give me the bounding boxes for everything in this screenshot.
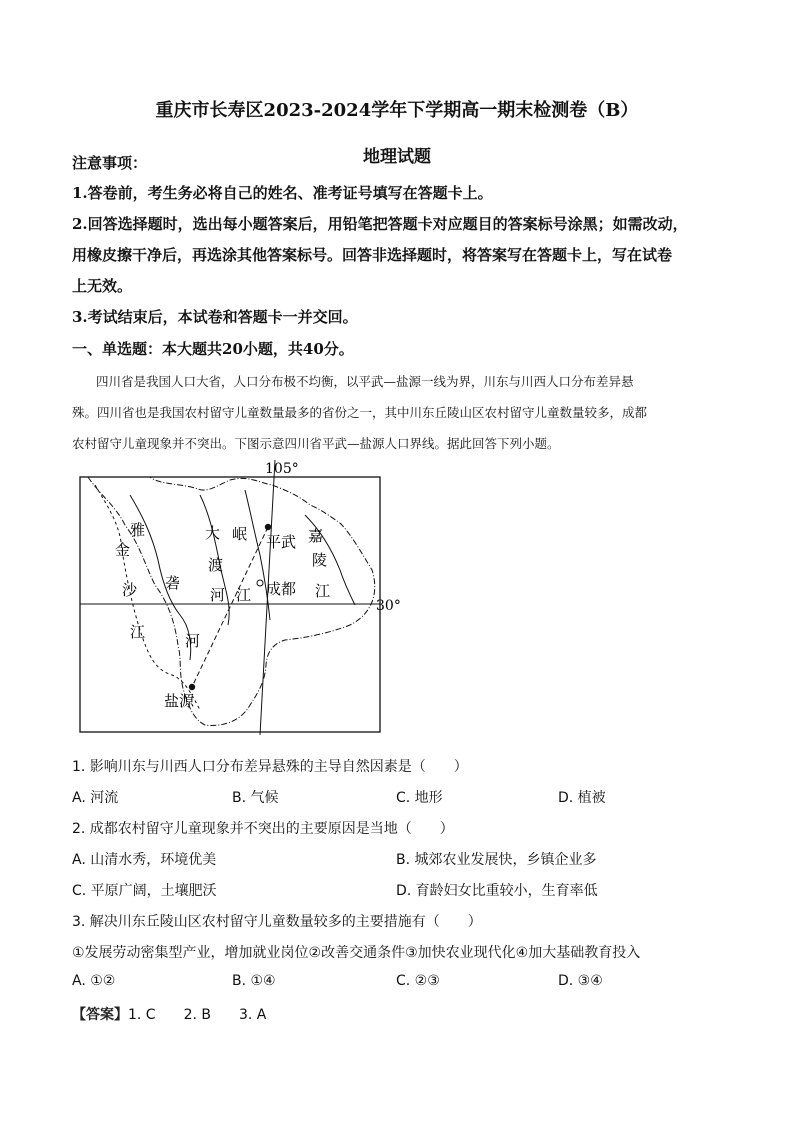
question-2-stem: 2. 成都农村留守儿童现象并不突出的主要原因是当地（ ） bbox=[72, 821, 454, 837]
label-du: 渡 bbox=[208, 556, 224, 574]
jinsha-river bbox=[95, 485, 200, 710]
label-pingwu: 平武 bbox=[266, 533, 297, 551]
label-chengdu: 成都 bbox=[266, 580, 297, 598]
page-subtitle: 地理试题 bbox=[363, 147, 431, 167]
label-da: 大 bbox=[205, 524, 221, 542]
label-ya: 雅 bbox=[130, 521, 146, 539]
latitude-label: 30° bbox=[376, 598, 401, 614]
label-jiang-2: 江 bbox=[236, 586, 252, 604]
label-jia: 嘉 bbox=[308, 527, 324, 545]
notice-item-2-line-2: 用橡皮擦干净后，再选涂其他答案标号。回答非选择题时，将答案写在答题卡上，写在试卷 bbox=[72, 246, 673, 264]
answer-tag: 【答案】 bbox=[72, 1007, 128, 1023]
pingwu-point bbox=[265, 524, 271, 530]
question-3-option-a: A. ①② bbox=[72, 973, 116, 989]
chengdu-point bbox=[257, 580, 263, 586]
longitude-label: 105° bbox=[265, 461, 299, 477]
notice-heading: 注意事项： bbox=[72, 154, 148, 172]
yanyuan-point bbox=[189, 684, 195, 690]
label-he-2: 河 bbox=[210, 586, 226, 604]
question-2-option-a: A. 山清水秀，环境优美 bbox=[72, 852, 217, 868]
answer-line bbox=[72, 1004, 266, 1024]
question-1-option-d: D. 植被 bbox=[558, 790, 606, 806]
label-yanyuan: 盐源 bbox=[164, 692, 195, 710]
question-3-stem: 3. 解决川东丘陵山区农村留守儿童数量较多的主要措施有（ ） bbox=[72, 914, 482, 930]
pingwu-yanyuan-line bbox=[192, 527, 268, 687]
question-3-statements: ①发展劳动密集型产业，增加就业岗位②改善交通条件③加快农业现代化④加大基础教育投入 bbox=[72, 945, 641, 961]
question-3-option-b: B. ①④ bbox=[232, 973, 276, 989]
sichuan-population-map bbox=[60, 455, 420, 740]
passage-line-3: 农村留守儿童现象并不突出。下图示意四川省平武—盐源人口界线。据此回答下列小题。 bbox=[72, 436, 560, 451]
label-ling: 陵 bbox=[312, 551, 328, 569]
question-1-option-a: A. 河流 bbox=[72, 790, 119, 806]
label-jiang-3: 江 bbox=[315, 582, 331, 600]
notice-item-3: 3.考试结束后，本试卷和答题卡一并交回。 bbox=[72, 308, 358, 326]
question-3-option-d: D. ③④ bbox=[558, 973, 603, 989]
question-2-option-d: D. 育龄妇女比重较小，生育率低 bbox=[396, 883, 598, 899]
section-heading: 一、单选题：本大题共20小题，共40分。 bbox=[72, 340, 354, 358]
label-jin: 金 bbox=[115, 541, 131, 559]
label-jiang-1: 江 bbox=[130, 623, 146, 641]
question-3-option-c: C. ②③ bbox=[396, 973, 440, 989]
label-long: 砻 bbox=[165, 574, 181, 592]
notice-item-2-line-1: 2.回答选择题时，选出每小题答案后，用铅笔把答题卡对应题目的答案标号涂黑；如需改动， bbox=[72, 215, 688, 233]
question-2-option-b: B. 城郊农业发展快，乡镇企业多 bbox=[396, 852, 597, 868]
label-min: 岷 bbox=[232, 525, 248, 543]
label-he-1: 河 bbox=[185, 632, 201, 650]
passage-line-1: 四川省是我国人口大省，人口分布极不均衡，以平武—盐源一线为界，川东与川西人口分布差异悬 bbox=[96, 374, 634, 389]
question-1-stem: 1. 影响川东与川西人口分布差异悬殊的主导自然因素是（ ） bbox=[72, 759, 468, 775]
question-1-option-b: B. 气候 bbox=[232, 790, 279, 806]
page-title: 重庆市长寿区2023-2024学年下学期高一期末检测卷（B） bbox=[155, 100, 639, 121]
province-boundary bbox=[88, 477, 375, 725]
label-sha: 沙 bbox=[122, 581, 138, 599]
answer-values: 1. C 2. B 3. A bbox=[128, 1007, 267, 1023]
notice-item-1: 1.答卷前，考生务必将自己的姓名、准考证号填写在答题卡上。 bbox=[72, 184, 493, 202]
question-2-option-c: C. 平原广阔，土壤肥沃 bbox=[72, 883, 217, 899]
question-1-option-c: C. 地形 bbox=[396, 790, 443, 806]
notice-item-2-line-3: 上无效。 bbox=[72, 277, 133, 295]
passage-line-2: 殊。四川省也是我国农村留守儿童数量最多的省份之一，其中川东丘陵山区农村留守儿童数量较多，成都 bbox=[72, 405, 648, 420]
